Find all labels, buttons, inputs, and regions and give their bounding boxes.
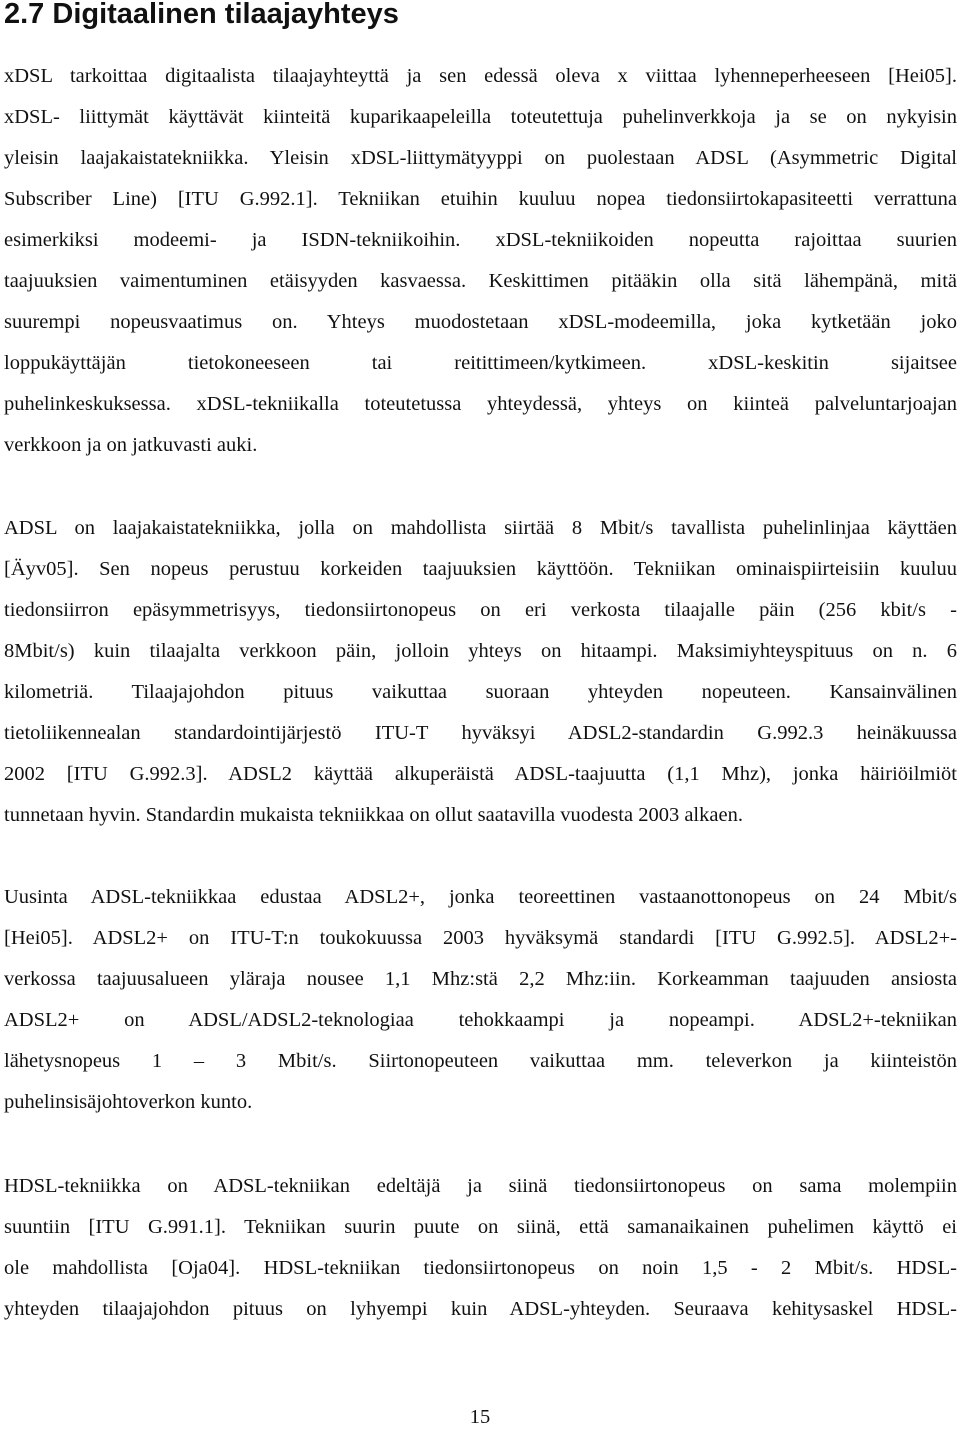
text-line: yhteyden tilaajajohdon pituus on lyhyempi kuin ADSL-yhteyden. Seuraava kehitysaskel HDSL- bbox=[4, 1298, 957, 1320]
text-line: yleisin laajakaistatekniikka. Yleisin xDSL-liittymätyyppi on puolestaan ADSL (Asymmetric Digital bbox=[4, 147, 957, 169]
text-line: Uusinta ADSL-tekniikkaa edustaa ADSL2+, jonka teoreettinen vastaanottonopeus on 24 Mbit/s bbox=[4, 886, 957, 908]
text-line: tietoliikennealan standardointijärjestö ITU-T hyväksyi ADSL2-standardin G.992.3 heinäkuussa bbox=[4, 722, 957, 744]
text-line: puhelinkeskuksessa. xDSL-tekniikalla toteutetussa yhteydessä, yhteys on kiinteä palveluntarjoajan bbox=[4, 393, 957, 415]
text-line: tiedonsiirron epäsymmetrisyys, tiedonsiirtonopeus on eri verkosta tilaajalle päin (256 kbit/s - bbox=[4, 599, 957, 621]
text-line: verkossa taajuusalueen yläraja nousee 1,1 Mhz:stä 2,2 Mhz:iin. Korkeamman taajuuden ansiosta bbox=[4, 968, 957, 990]
text-line: Subscriber Line) [ITU G.992.1]. Tekniikan etuihin kuuluu nopea tiedonsiirtokapasiteetti verrattuna bbox=[4, 188, 957, 210]
text-line: [Äyv05]. Sen nopeus perustuu korkeiden taajuuksien käyttöön. Tekniikan ominaispiirteisiin kuuluu bbox=[4, 558, 957, 580]
text-line: 8Mbit/s) kuin tilaajalta verkkoon päin, jolloin yhteys on hitaampi. Maksimiyhteyspituus on n. 6 bbox=[4, 640, 957, 662]
text-line: kilometriä. Tilaajajohdon pituus vaikuttaa suoraan yhteyden nopeuteen. Kansainvälinen bbox=[4, 681, 957, 703]
paragraph-adsl2plus bbox=[4, 877, 957, 1123]
paragraph-xdsl bbox=[4, 56, 957, 466]
text-line: suuntiin [ITU G.991.1]. Tekniikan suurin puute on siinä, että samanaikainen puhelimen käyttö ei bbox=[4, 1216, 957, 1238]
text-line: 2002 [ITU G.992.3]. ADSL2 käyttää alkuperäistä ADSL-taajuutta (1,1 Mhz), jonka häiriöilmiöt bbox=[4, 763, 957, 785]
text-line: ole mahdollista [Oja04]. HDSL-tekniikan tiedonsiirtonopeus on noin 1,5 - 2 Mbit/s. HDSL- bbox=[4, 1257, 957, 1279]
text-line: ADSL2+ on ADSL/ADSL2-teknologiaa tehokkaampi ja nopeampi. ADSL2+-tekniikan bbox=[4, 1009, 957, 1031]
text-line: xDSL- liittymät käyttävät kiinteitä kuparikaapeleilla toteutettuja puhelinverkkoja ja se on nykyisin bbox=[4, 106, 957, 128]
text-line: verkkoon ja on jatkuvasti auki. bbox=[4, 434, 258, 456]
text-line: xDSL tarkoittaa digitaalista tilaajayhteyttä ja sen edessä oleva x viittaa lyhenneperheeseen [Hei05]. bbox=[4, 65, 957, 87]
text-line: lähetysnopeus 1 – 3 Mbit/s. Siirtonopeuteen vaikuttaa mm. televerkon ja kiinteistön bbox=[4, 1050, 957, 1072]
paragraph-adsl bbox=[4, 508, 957, 836]
text-line: taajuuksien vaimentuminen etäisyyden kasvaessa. Keskittimen pitääkin olla sitä lähempänä, mitä bbox=[4, 270, 957, 292]
text-line: puhelinsisäjohtoverkon kunto. bbox=[4, 1091, 253, 1113]
text-line: ADSL on laajakaistatekniikka, jolla on mahdollista siirtää 8 Mbit/s tavallista puhelinlinjaa käyttäen bbox=[4, 517, 957, 539]
text-line: HDSL-tekniikka on ADSL-tekniikan edeltäjä ja siinä tiedonsiirtonopeus on sama molempiin bbox=[4, 1175, 957, 1197]
page-number: 15 bbox=[469, 1406, 491, 1428]
paragraph-hdsl bbox=[4, 1166, 957, 1330]
text-line: [Hei05]. ADSL2+ on ITU-T:n toukokuussa 2003 hyväksymä standardi [ITU G.992.5]. ADSL2+- bbox=[4, 927, 957, 949]
text-line: tunnetaan hyvin. Standardin mukaista tekniikkaa on ollut saatavilla vuodesta 2003 alkaen. bbox=[4, 804, 743, 826]
section-heading: 2.7 Digitaalinen tilaajayhteys bbox=[4, 0, 399, 30]
text-line: loppukäyttäjän tietokoneeseen tai reitittimeen/kytkimeen. xDSL-keskitin sijaitsee bbox=[4, 352, 957, 374]
text-line: esimerkiksi modeemi- ja ISDN-tekniikoihin. xDSL-tekniikoiden nopeutta rajoittaa suurien bbox=[4, 229, 957, 251]
text-line: suurempi nopeusvaatimus on. Yhteys muodostetaan xDSL-modeemilla, joka kytketään joko bbox=[4, 311, 957, 333]
